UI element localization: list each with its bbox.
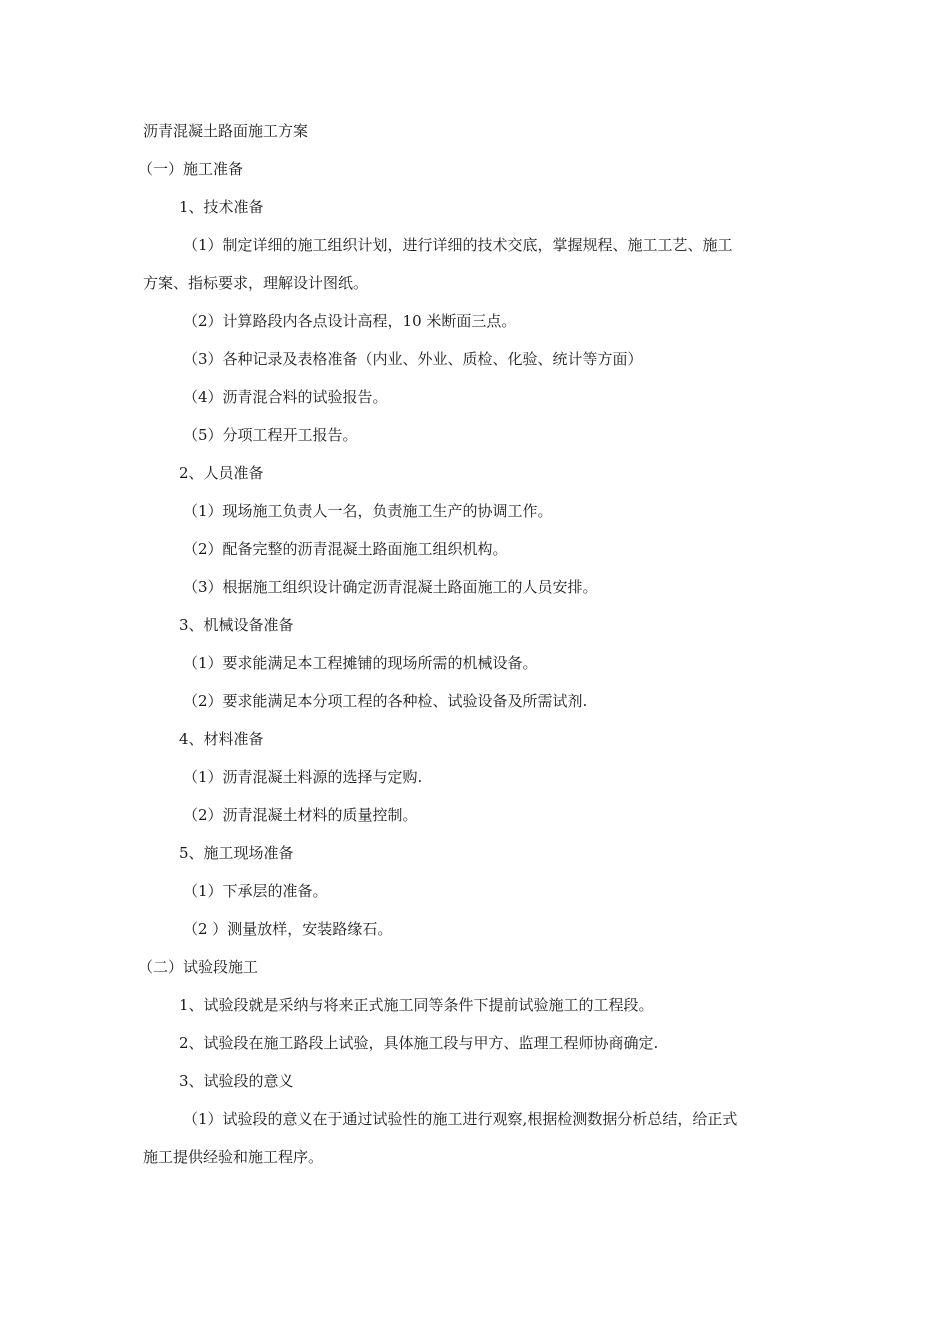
section-heading: （二）试验段施工 <box>138 958 259 976</box>
paragraph-line: （3）根据施工组织设计确定沥青混凝土路面施工的人员安排。 <box>183 578 598 596</box>
subsection-heading: 1、技术准备 <box>179 198 264 216</box>
section-heading: （一）施工准备 <box>138 160 244 178</box>
subsection-heading: 2、人员准备 <box>179 464 264 482</box>
paragraph-line: 施工提供经验和施工程序。 <box>143 1148 324 1166</box>
paragraph-line: （5）分项工程开工报告。 <box>183 426 358 444</box>
paragraph-line: （1）现场施工负责人一名，负责施工生产的协调工作。 <box>183 502 553 520</box>
paragraph-line: （3）各种记录及表格准备（内业、外业、质检、化验、统计等方面） <box>183 350 643 368</box>
paragraph-line: （4）沥青混合料的试验报告。 <box>183 388 388 406</box>
paragraph-line: （1）制定详细的施工组织计划，进行详细的技术交底，掌握规程、施工工艺、施工 <box>183 236 733 254</box>
paragraph-line: 1、试验段就是采纳与将来正式施工同等条件下提前试验施工的工程段。 <box>179 996 654 1014</box>
subsection-heading: 5、施工现场准备 <box>179 844 294 862</box>
paragraph-line: （1）试验段的意义在于通过试验性的施工进行观察,根据检测数据分析总结，给正式 <box>183 1110 738 1128</box>
subsection-heading: 3、试验段的意义 <box>179 1072 294 1090</box>
paragraph-line: （2）沥青混凝土材料的质量控制。 <box>183 806 418 824</box>
paragraph-line: （1）要求能满足本工程摊铺的现场所需的机械设备。 <box>183 654 538 672</box>
document-title: 沥青混凝土路面施工方案 <box>143 122 309 140</box>
paragraph-line: （2 ）测量放样，安装路缘石。 <box>183 920 393 938</box>
paragraph-line: 2、试验段在施工路段上试验，具体施工段与甲方、监理工程师协商确定. <box>179 1034 659 1052</box>
paragraph-line: （2）计算路段内各点设计高程，10 米断面三点。 <box>183 312 517 330</box>
subsection-heading: 3、机械设备准备 <box>179 616 294 634</box>
paragraph-line: （1）下承层的准备。 <box>183 882 328 900</box>
subsection-heading: 4、材料准备 <box>179 730 264 748</box>
paragraph-line: （2）配备完整的沥青混凝土路面施工组织机构。 <box>183 540 508 558</box>
paragraph-line: 方案、指标要求，理解设计图纸。 <box>143 274 369 292</box>
paragraph-line: （2）要求能满足本分项工程的各种检、试验设备及所需试剂. <box>183 692 588 710</box>
paragraph-line: （1）沥青混凝土料源的选择与定购. <box>183 768 423 786</box>
